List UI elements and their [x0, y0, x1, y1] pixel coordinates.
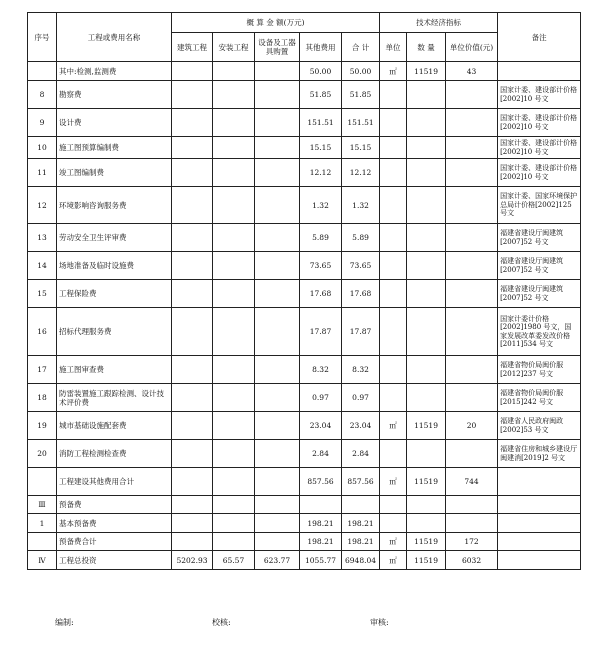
cell-remarks: 福建省住房和城乡建设厅闽建消[2019]2 号文 — [498, 440, 581, 468]
cell-unit — [380, 252, 407, 280]
cell-total: 6948.04 — [342, 551, 380, 570]
cell-total: 8.32 — [342, 356, 380, 384]
cell-remarks — [498, 62, 581, 81]
cell-quantity — [407, 280, 446, 308]
header-other: 其他费用 — [300, 33, 342, 62]
cell-other: 51.85 — [300, 81, 342, 109]
cell-construction — [172, 187, 213, 224]
cell-quantity — [407, 137, 446, 159]
cell-construction — [172, 159, 213, 187]
cell-other: 17.87 — [300, 308, 342, 356]
cell-total: 151.51 — [342, 109, 380, 137]
cell-unit — [380, 187, 407, 224]
table-row — [28, 109, 581, 137]
cell-construction — [172, 252, 213, 280]
signature-footer — [0, 617, 610, 633]
cell-construction — [172, 514, 213, 533]
cell-construction — [172, 356, 213, 384]
cell-name: 城市基础设施配套费 — [57, 412, 172, 440]
cell-remarks — [498, 514, 581, 533]
cell-other: 50.00 — [300, 62, 342, 81]
cell-seq: 18 — [28, 384, 57, 412]
cell-unit: ㎡ — [380, 551, 407, 570]
cell-unit — [380, 137, 407, 159]
cell-name: 工程建设其他费用合计 — [57, 468, 172, 496]
cell-seq: 17 — [28, 356, 57, 384]
cell-name: 环境影响咨询服务费 — [57, 187, 172, 224]
cell-seq: 8 — [28, 81, 57, 109]
cell-unit-price — [446, 280, 498, 308]
cell-unit-price: 43 — [446, 62, 498, 81]
cell-construction — [172, 412, 213, 440]
cell-construction — [172, 280, 213, 308]
cell-remarks: 国家计委、建设部计价格[2002]10 号文 — [498, 109, 581, 137]
cell-total: 50.00 — [342, 62, 380, 81]
cell-name: 勘察费 — [57, 81, 172, 109]
cell-installation — [213, 496, 255, 514]
cell-seq: Ⅲ — [28, 496, 57, 514]
cell-seq: 1 — [28, 514, 57, 533]
cell-installation — [213, 280, 255, 308]
cell-other: 5.89 — [300, 224, 342, 252]
cell-remarks — [498, 551, 581, 570]
cell-quantity: 11519 — [407, 412, 446, 440]
prepared-by-label: 编制: — [55, 618, 74, 627]
cell-quantity — [407, 187, 446, 224]
cell-name: 施工图预算编制费 — [57, 137, 172, 159]
cell-unit — [380, 224, 407, 252]
cell-construction — [172, 468, 213, 496]
cell-construction — [172, 384, 213, 412]
cell-quantity — [407, 384, 446, 412]
cell-remarks: 福建省建设厅闽建筑[2007]52 号文 — [498, 224, 581, 252]
cell-unit-price — [446, 137, 498, 159]
cell-seq: 20 — [28, 440, 57, 468]
cell-name: 招标代理服务费 — [57, 308, 172, 356]
table-row — [28, 308, 581, 356]
budget-estimate-table — [27, 12, 581, 570]
header-unit: 单位 — [380, 33, 407, 62]
cell-unit-price — [446, 81, 498, 109]
cell-quantity: 11519 — [407, 551, 446, 570]
cell-construction — [172, 137, 213, 159]
header-estimate-group: 概 算 金 额(万元) — [172, 13, 380, 33]
cell-name: 基本预备费 — [57, 514, 172, 533]
cell-installation — [213, 412, 255, 440]
cell-installation — [213, 468, 255, 496]
table-row — [28, 412, 581, 440]
cell-other: 2.84 — [300, 440, 342, 468]
table-row — [28, 187, 581, 224]
cell-quantity — [407, 440, 446, 468]
checked-by-label: 校核: — [212, 618, 231, 627]
cell-unit-price — [446, 187, 498, 224]
cell-equipment — [255, 533, 300, 551]
cell-equipment — [255, 224, 300, 252]
table-row — [28, 252, 581, 280]
cell-installation — [213, 384, 255, 412]
cell-equipment — [255, 440, 300, 468]
cell-other: 198.21 — [300, 514, 342, 533]
cell-construction — [172, 224, 213, 252]
table-row — [28, 533, 581, 551]
cell-equipment — [255, 514, 300, 533]
cell-total: 23.04 — [342, 412, 380, 440]
cell-other: 12.12 — [300, 159, 342, 187]
cell-remarks — [498, 533, 581, 551]
reviewed-by-label: 审核: — [370, 618, 389, 627]
cell-seq: 11 — [28, 159, 57, 187]
cell-installation — [213, 252, 255, 280]
cell-equipment — [255, 62, 300, 81]
cell-remarks: 福建省物价局闽价服[2015]242 号文 — [498, 384, 581, 412]
cell-unit-price — [446, 384, 498, 412]
cell-total — [342, 496, 380, 514]
cell-seq: 16 — [28, 308, 57, 356]
cell-equipment — [255, 137, 300, 159]
cell-other: 1055.77 — [300, 551, 342, 570]
cell-unit — [380, 280, 407, 308]
cell-equipment — [255, 308, 300, 356]
cell-seq: 15 — [28, 280, 57, 308]
table-row — [28, 551, 581, 570]
cell-equipment — [255, 356, 300, 384]
cell-other: 8.32 — [300, 356, 342, 384]
table-row — [28, 356, 581, 384]
cell-unit — [380, 356, 407, 384]
cell-total: 5.89 — [342, 224, 380, 252]
cell-unit-price: 20 — [446, 412, 498, 440]
cell-equipment — [255, 159, 300, 187]
cell-unit — [380, 496, 407, 514]
cell-seq: 12 — [28, 187, 57, 224]
cell-unit — [380, 384, 407, 412]
cell-quantity — [407, 81, 446, 109]
cell-name: 工程总投资 — [57, 551, 172, 570]
cell-quantity: 11519 — [407, 468, 446, 496]
cell-total: 17.87 — [342, 308, 380, 356]
header-remarks: 备注 — [498, 13, 581, 62]
cell-other — [300, 496, 342, 514]
cell-total: 198.21 — [342, 514, 380, 533]
header-total: 合 计 — [342, 33, 380, 62]
header-equipment: 设备及工器具购置 — [255, 33, 300, 62]
cell-equipment — [255, 109, 300, 137]
header-construction: 建筑工程 — [172, 33, 213, 62]
cell-other: 23.04 — [300, 412, 342, 440]
cell-name: 设计费 — [57, 109, 172, 137]
table-row — [28, 137, 581, 159]
cell-quantity — [407, 159, 446, 187]
table-row — [28, 280, 581, 308]
cell-total: 17.68 — [342, 280, 380, 308]
cell-unit — [380, 440, 407, 468]
cell-remarks: 福建省建设厅闽建筑[2007]52 号文 — [498, 252, 581, 280]
cell-seq: 10 — [28, 137, 57, 159]
cell-remarks: 国家计委、建设部计价格[2002]10 号文 — [498, 159, 581, 187]
table-row — [28, 514, 581, 533]
cell-name: 预备费合计 — [57, 533, 172, 551]
cell-unit-price — [446, 308, 498, 356]
cell-other: 198.21 — [300, 533, 342, 551]
cell-other: 17.68 — [300, 280, 342, 308]
cell-seq — [28, 533, 57, 551]
cell-installation — [213, 159, 255, 187]
cell-seq: 19 — [28, 412, 57, 440]
cell-name: 施工图审查费 — [57, 356, 172, 384]
cell-unit — [380, 109, 407, 137]
cell-unit — [380, 308, 407, 356]
cell-quantity — [407, 496, 446, 514]
cell-name: 场地准备及临时设施费 — [57, 252, 172, 280]
cell-remarks: 国家计委、建设部计价格[2002]10 号文 — [498, 137, 581, 159]
cell-name: 劳动安全卫生评审费 — [57, 224, 172, 252]
cell-other: 0.97 — [300, 384, 342, 412]
cell-remarks: 国家计委、建设部计价格[2002]10 号文 — [498, 81, 581, 109]
cell-equipment — [255, 468, 300, 496]
cell-other: 857.56 — [300, 468, 342, 496]
cell-total: 1.32 — [342, 187, 380, 224]
cell-remarks: 福建省人民政府闽政[2002]53 号文 — [498, 412, 581, 440]
cell-equipment: 623.77 — [255, 551, 300, 570]
header-unit-price: 单位价值(元) — [446, 33, 498, 62]
cell-installation — [213, 440, 255, 468]
table-body — [28, 62, 581, 570]
cell-construction — [172, 496, 213, 514]
table-row — [28, 384, 581, 412]
cell-name: 工程保险费 — [57, 280, 172, 308]
cell-quantity — [407, 514, 446, 533]
cell-quantity — [407, 109, 446, 137]
cell-remarks — [498, 468, 581, 496]
table-row — [28, 224, 581, 252]
cell-quantity: 11519 — [407, 533, 446, 551]
cell-unit: ㎡ — [380, 533, 407, 551]
cell-other: 151.51 — [300, 109, 342, 137]
cell-name: 消防工程检测检查费 — [57, 440, 172, 468]
cell-construction — [172, 62, 213, 81]
table-row — [28, 81, 581, 109]
cell-name: 防雷装置施工跟踪检测、设计技术评价费 — [57, 384, 172, 412]
cell-unit-price — [446, 356, 498, 384]
cell-name: 竣工图编制费 — [57, 159, 172, 187]
cell-construction — [172, 81, 213, 109]
cell-installation — [213, 224, 255, 252]
cell-remarks — [498, 496, 581, 514]
cell-seq — [28, 62, 57, 81]
cell-installation — [213, 62, 255, 81]
cell-unit-price — [446, 224, 498, 252]
cell-equipment — [255, 81, 300, 109]
cell-quantity — [407, 356, 446, 384]
cell-total: 198.21 — [342, 533, 380, 551]
table-row — [28, 62, 581, 81]
cell-quantity — [407, 252, 446, 280]
cell-installation: 65.57 — [213, 551, 255, 570]
header-indicator-group: 技术经济指标 — [380, 13, 498, 33]
cell-unit-price — [446, 496, 498, 514]
cell-seq: 14 — [28, 252, 57, 280]
header-name: 工程或费用名称 — [57, 13, 172, 62]
cell-total: 0.97 — [342, 384, 380, 412]
cell-total: 73.65 — [342, 252, 380, 280]
cell-remarks: 国家计委计价格[2002]1980 号文，国家发展改革委发改价格[2011]534 号文 — [498, 308, 581, 356]
cell-construction — [172, 533, 213, 551]
cell-equipment — [255, 280, 300, 308]
cell-unit-price — [446, 109, 498, 137]
cell-total: 857.56 — [342, 468, 380, 496]
cell-total: 12.12 — [342, 159, 380, 187]
cell-construction — [172, 109, 213, 137]
cell-unit-price: 172 — [446, 533, 498, 551]
cell-remarks: 福建省建设厅闽建筑[2007]52 号文 — [498, 280, 581, 308]
cell-unit-price — [446, 252, 498, 280]
cell-equipment — [255, 252, 300, 280]
cell-total: 15.15 — [342, 137, 380, 159]
cell-installation — [213, 81, 255, 109]
table-row — [28, 440, 581, 468]
cell-remarks: 国家计委、国家环境保护总局计价格[2002]125 号文 — [498, 187, 581, 224]
cell-equipment — [255, 187, 300, 224]
cell-installation — [213, 308, 255, 356]
header-quantity: 数 量 — [407, 33, 446, 62]
cell-installation — [213, 187, 255, 224]
cell-construction — [172, 440, 213, 468]
cell-unit: ㎡ — [380, 412, 407, 440]
cell-unit-price — [446, 514, 498, 533]
cell-unit-price — [446, 440, 498, 468]
cell-other: 1.32 — [300, 187, 342, 224]
cell-total: 2.84 — [342, 440, 380, 468]
cell-unit — [380, 159, 407, 187]
cell-seq: Ⅳ — [28, 551, 57, 570]
cell-quantity — [407, 308, 446, 356]
header-seq: 序号 — [28, 13, 57, 62]
cell-installation — [213, 533, 255, 551]
cell-construction — [172, 308, 213, 356]
header-installation: 安装工程 — [213, 33, 255, 62]
cell-installation — [213, 514, 255, 533]
cell-unit-price: 744 — [446, 468, 498, 496]
cell-equipment — [255, 412, 300, 440]
cell-seq: 13 — [28, 224, 57, 252]
cell-unit: ㎡ — [380, 468, 407, 496]
cell-unit-price: 6032 — [446, 551, 498, 570]
table-row — [28, 159, 581, 187]
cell-equipment — [255, 384, 300, 412]
cell-total: 51.85 — [342, 81, 380, 109]
cell-unit: ㎡ — [380, 62, 407, 81]
table-row — [28, 468, 581, 496]
cell-unit — [380, 81, 407, 109]
cell-seq — [28, 468, 57, 496]
cell-construction: 5202.93 — [172, 551, 213, 570]
table-row — [28, 496, 581, 514]
cell-installation — [213, 137, 255, 159]
cell-quantity: 11519 — [407, 62, 446, 81]
cell-quantity — [407, 224, 446, 252]
cell-installation — [213, 109, 255, 137]
cell-remarks: 福建省物价局闽价服[2012]237 号文 — [498, 356, 581, 384]
cell-seq: 9 — [28, 109, 57, 137]
cell-other: 73.65 — [300, 252, 342, 280]
cell-installation — [213, 356, 255, 384]
cell-unit-price — [446, 159, 498, 187]
cell-other: 15.15 — [300, 137, 342, 159]
cell-equipment — [255, 496, 300, 514]
cell-unit — [380, 514, 407, 533]
cell-name: 其中:检测,监测费 — [57, 62, 172, 81]
cell-name: 预备费 — [57, 496, 172, 514]
